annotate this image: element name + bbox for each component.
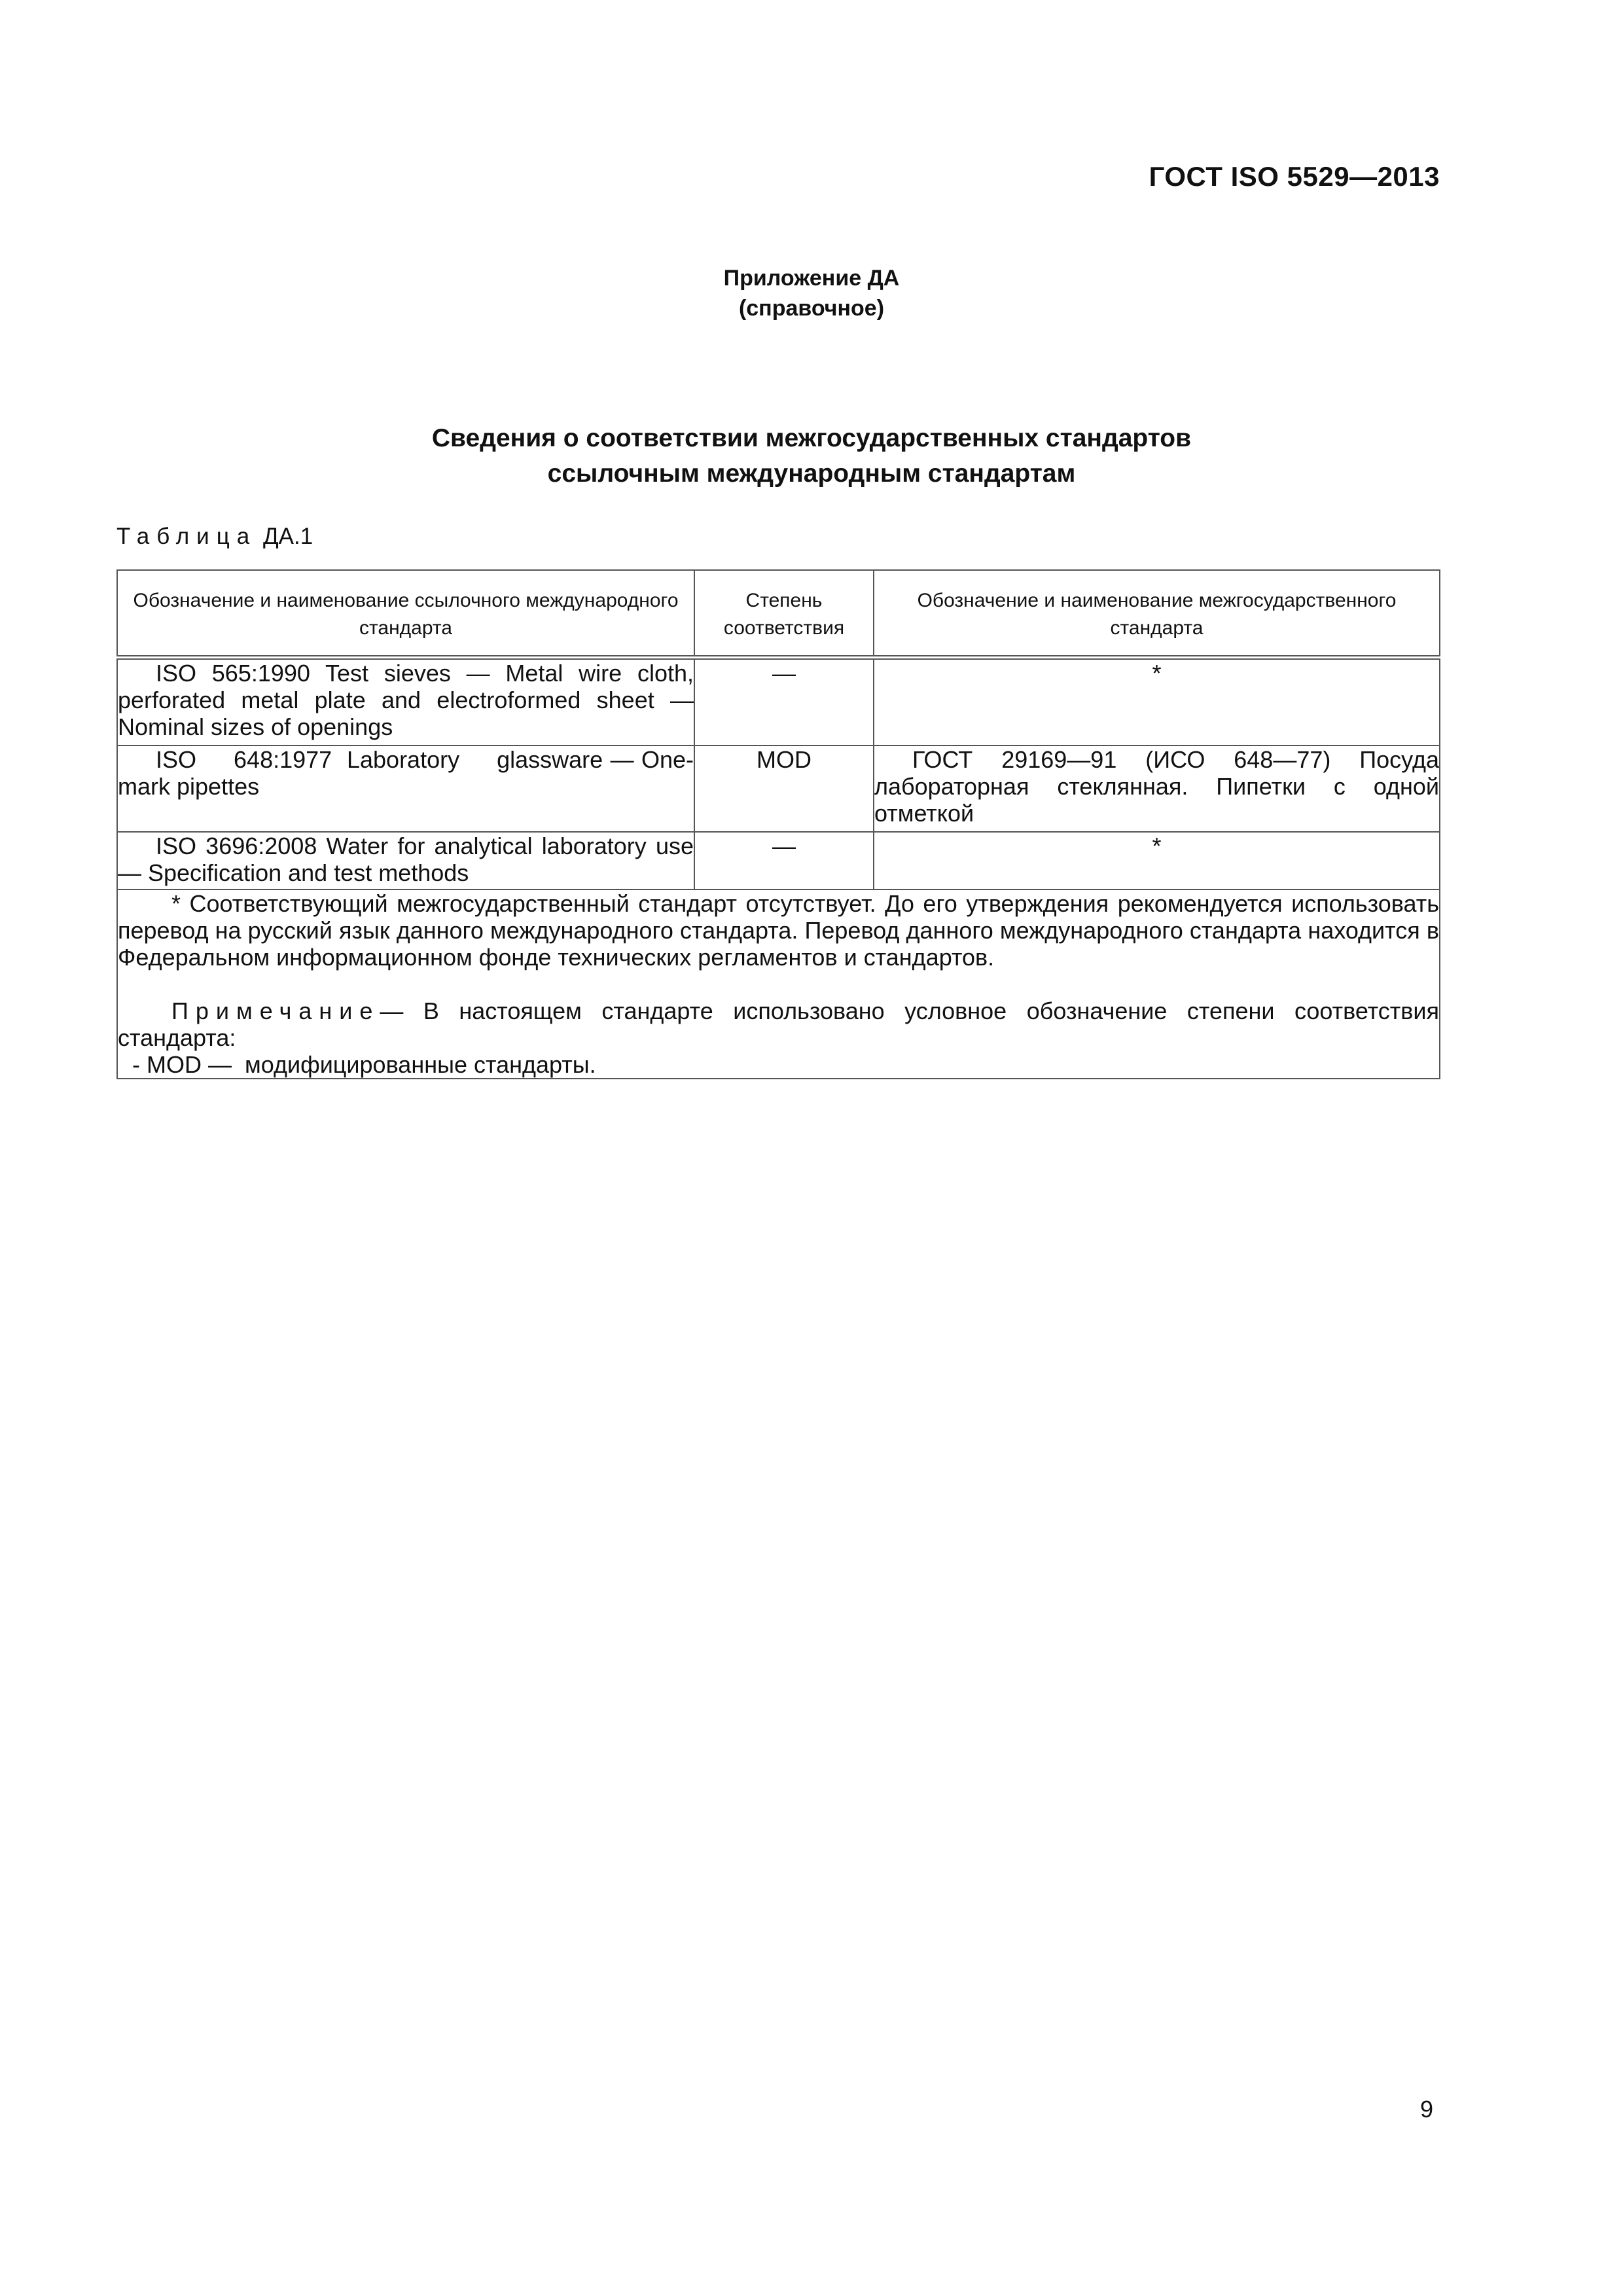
table-notes-cell: [117, 889, 1440, 1079]
degree-cell: —: [694, 832, 874, 889]
note-label: Примечание: [171, 997, 380, 1024]
page-number: 9: [1419, 2096, 1433, 2123]
table-caption-number: ДА.1: [262, 524, 313, 549]
reference-standard-cell: [117, 658, 694, 746]
section-title: [0, 421, 1623, 492]
annex-heading: [0, 263, 1623, 323]
document-code: ГОСТ ISO 5529—2013: [1149, 161, 1440, 192]
table-caption: [116, 524, 313, 550]
note-text: — В настоящем стандарте использовано условное обозначение степени соответствия стандарта:: [118, 997, 1439, 1051]
section-title-line-2: ссылочным международным стандартам: [547, 459, 1076, 488]
reference-standard-cell: [117, 832, 694, 889]
note-item-text: - MOD — модифицированные стандарты.: [132, 1051, 596, 1078]
interstate-standard-cell: *: [874, 832, 1440, 889]
annex-title: Приложение ДА: [723, 266, 900, 291]
column-header-degree: Степень соответствия: [694, 570, 874, 658]
interstate-standard-cell: *: [874, 658, 1440, 746]
degree-cell: MOD: [694, 745, 874, 832]
table-caption-word: Таблица: [116, 524, 257, 549]
table-row: [117, 832, 1440, 889]
reference-standard-cell: [117, 745, 694, 832]
reference-standard-text: ISO 648:1977 Laboratory glassware — One-mark pipettes: [118, 746, 694, 800]
interstate-standard-cell: [874, 745, 1440, 832]
column-header-interstate: Обозначение и наименование межгосударственного стандарта: [874, 570, 1440, 658]
reference-standard-text: ISO 565:1990 Test sieves — Metal wire cloth, perforated metal plate and electroformed sheet — Nominal sizes of openings: [118, 660, 694, 740]
footnote: [118, 890, 1439, 971]
section-title-line-1: Сведения о соответствии межгосударственных стандартов: [431, 424, 1192, 452]
note: [118, 997, 1439, 1051]
column-header-reference: Обозначение и наименование ссылочного международного стандарта: [117, 570, 694, 658]
footnote-text: * Соответствующий межгосударственный стандарт отсутствует. До его утверждения рекомендуется использовать перевод на русский язык данного международного стандарта. Перевод данного международного стандарта находится в Федеральном информационном фонде технических регламентов и стандартов.: [118, 890, 1439, 971]
interstate-standard-text: ГОСТ 29169—91 (ИСО 648—77) Посуда лабораторная стеклянная. Пипетки с одной отметкой: [874, 746, 1439, 827]
reference-standard-text: ISO 3696:2008 Water for analytical laboratory use — Specification and test methods: [118, 833, 694, 886]
correspondence-table: [116, 569, 1440, 1079]
note-item: [118, 1051, 1439, 1078]
annex-status: (справочное): [738, 296, 885, 321]
table-header-row: [117, 570, 1440, 658]
degree-cell: —: [694, 658, 874, 746]
table-row: [117, 658, 1440, 746]
table-row: [117, 745, 1440, 832]
table-notes-row: [117, 889, 1440, 1079]
